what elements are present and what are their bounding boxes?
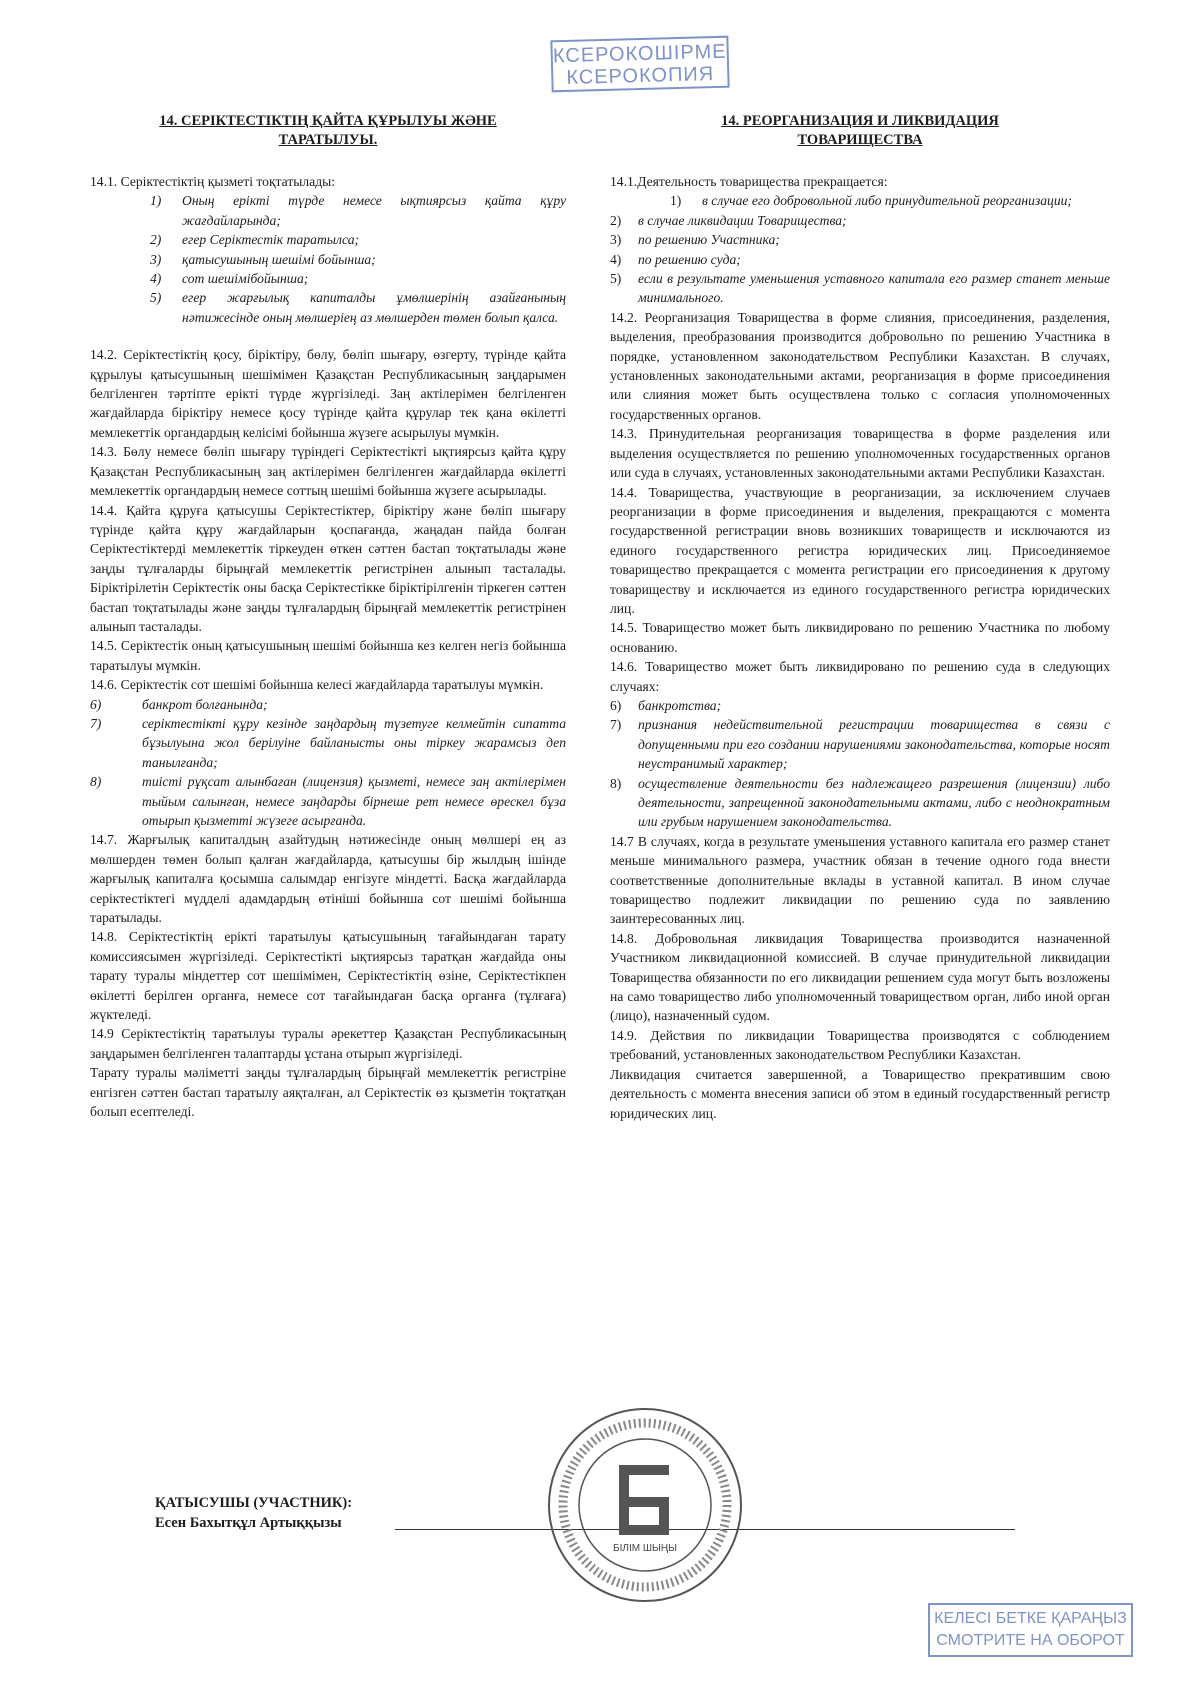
see-reverse-stamp-line1: КЕЛЕСІ БЕТКЕ ҚАРАҢЫЗ	[934, 1610, 1127, 1627]
list-number: 6)	[610, 697, 622, 713]
ru-clause-14-9-continued: Ликвидация считается завершенной, а Товарищество прекратившим свою деятельность с момента внесения записи об этом в единый государственный регистр юридических лиц.	[610, 1066, 1110, 1121]
list-text: осуществление деятельности без надлежащего разрешения (лицензии) либо деятельности, запрещенной законодательными актами, либо с неоднократным или грубым нарушением законодательства.	[638, 775, 1110, 830]
ru-clause-14-2: 14.2. Реорганизация Товарищества в форме слияния, присоединения, разделения, выделения, преобразования производится добровольно по решению Участника в порядке, установленном законодательством Республики Казахстан. В случаях, установленных законодательными актами, реорганизация в форме присоединения или слияния может быть осуществлена только с согласия уполномоченных государственных органов.	[610, 309, 1110, 422]
see-reverse-stamp-line2: СМОТРИТЕ НА ОБОРОТ	[936, 1632, 1125, 1649]
kz-list-court	[90, 695, 566, 831]
kz-clause-14-5: 14.5. Серіктестік оның қатысушының шешімі бойынша кез келген негіз бойынша таратылуы мүмкін.	[90, 638, 566, 673]
copy-stamp	[550, 36, 729, 93]
ru-list-court	[610, 696, 1110, 832]
ru-clause-14-5: 14.5. Товарищество может быть ликвидировано по решению Участника по любому основанию.	[610, 620, 1110, 655]
list-text: по решению суда;	[638, 251, 741, 267]
list-text: сот шешімібойынша;	[182, 271, 309, 287]
list-number: 7)	[610, 717, 622, 733]
list-text: признания недействительной регистрации товарищества в связи с допущенными при его создании нарушениями законодательства, которые носят неустранимый характер;	[638, 717, 1110, 772]
list-item	[90, 772, 566, 830]
kz-clause-14-1: 14.1. Серіктестіктің қызметі тоқтатылады:	[90, 174, 336, 189]
ru-list-first-item	[610, 191, 1110, 210]
list-number: 8)	[90, 774, 102, 790]
list-number: 5)	[150, 290, 162, 306]
kz-clause-14-9-continued: Тарату туралы мәліметті заңды тұлғалардың бірыңғай мемлекеттік регистріне енгізген сәттен бастап таратылу аяқталған, ал Серіктестік өз қызметін тоқтатқан болып есептеледі.	[90, 1065, 566, 1120]
ru-clause-14-1: 14.1.Деятельность товарищества прекращается:	[610, 174, 888, 189]
ru-clause-14-6: 14.6. Товарищество может быть ликвидировано по решению суда в следующих случаях:	[610, 659, 1110, 694]
list-number: 7)	[90, 715, 102, 731]
list-number: 8)	[610, 775, 622, 791]
kz-clause-14-9: 14.9 Серіктестіктің таратылуы туралы әрекеттер Қазақстан Республикасының заңдарымен белгіленген талаптарды ұстана отырып жүргізіледі.	[90, 1026, 566, 1061]
company-seal	[545, 1405, 745, 1605]
signature-title: ҚАТЫСУШЫ (УЧАСТНИК):	[155, 1495, 353, 1511]
list-item	[90, 695, 566, 714]
list-text: егер Серіктестік таратылса;	[182, 232, 360, 248]
list-number: 1)	[670, 193, 682, 209]
list-number: 4)	[150, 271, 162, 287]
list-text: в случае ликвидации Товарищества;	[638, 212, 847, 228]
kz-clause-14-3: 14.3. Бөлу немесе бөліп шығару түріндегі Серіктестікті ықтиярсыз қайта құру Қазақстан Республикасының заң актілерімен белгіленген жағдайларда өкілетті мемлекеттік органдардың немесе соттың шешімі бойынша жүзеге асырылады.	[90, 444, 566, 499]
russian-heading-line2: ТОВАРИЩЕСТВА	[797, 132, 923, 148]
list-text: тиісті рұқсат алынбаған (лицензия) қызметі, немесе заң актілерімен тыйым салынған, немесе заңдарды бірнеше рет немесе өрескел бұза отырып қызметті жүзеге асырғанда.	[142, 774, 566, 828]
list-item	[610, 774, 1110, 832]
list-item	[610, 211, 1110, 230]
list-item	[670, 191, 1110, 210]
list-number: 3)	[150, 251, 162, 267]
kz-list-termination	[90, 191, 566, 327]
kz-clause-14-2: 14.2. Серіктестіктің қосу, біріктіру, бөлу, бөліп шығару, өзгерту, түрінде қайта құрылуы қатысушының шешімімен Қазақстан Республикасының заңдарымен белгіленген тәртіпте ерікті түрде жүргізіледі. Заң актілерімен белгіленген жағдайларда біріктіру немесе қосу түрінде қайта құрулар тек қана өкілетті мемлекеттік органдардың келісімі бойынша жүзеге асырылуы мүмкін.	[90, 347, 566, 440]
ru-clause-14-8: 14.8. Добровольная ликвидация Товарищества производится назначенной Участником ликвидационной комиссией. В случае принудительной ликвидации Товарищества обязанности по его ликвидации решением суда могут быть возложены на само товарищество либо уполномоченный товариществом орган, либо иной орган (лицо), назначенный судом.	[610, 930, 1110, 1024]
list-item	[150, 230, 566, 249]
copy-stamp-line1: КСЕРОКОШІРМЕ	[552, 40, 727, 68]
list-text: по решению Участника;	[638, 232, 780, 248]
see-reverse-stamp	[928, 1603, 1133, 1657]
ru-clause-14-4: 14.4. Товарищества, участвующие в реорганизации, за исключением случаев реорганизации в форме присоединения и выделения, прекращаются с момента государственной регистрации вновь возникших товариществ и исключаются из единого государственного регистра юридических лиц. Присоединяемое товарищество прекращается с момента регистрации его присоединения к другому товариществу и исключается из единого государственного регистра юридических лиц.	[610, 484, 1110, 616]
kz-clause-14-6: 14.6. Серіктестік сот шешімі бойынша келесі жағдайларда таратылуы мүмкін.	[90, 677, 544, 693]
list-item	[150, 191, 566, 230]
list-text: егер жарғылық капиталды ұмөлшерінің азайғанының нәтижесінде оның мөлшеріең аз мөлшерден төмен болып қалса.	[182, 290, 566, 325]
russian-heading	[610, 112, 1110, 150]
ru-clause-14-3: 14.3. Принудительная реорганизация товарищества в форме разделения или выделения осуществляется по решению уполномоченных государственных органов или суда в случаях, установленных законодательными актами Республики Казахстан.	[610, 426, 1110, 481]
list-item	[150, 250, 566, 269]
list-number: 3)	[610, 232, 622, 248]
copy-stamp-line2: КСЕРОКОПИЯ	[566, 63, 715, 89]
list-item	[150, 269, 566, 288]
list-number: 4)	[610, 251, 622, 267]
ru-clause-14-9: 14.9. Действия по ликвидации Товарищества производятся с соблюдением требований, установленных законодательством Республики Казахстан.	[610, 1027, 1110, 1063]
list-item	[610, 230, 1110, 249]
russian-heading-line1: 14. РЕОРГАНИЗАЦИЯ И ЛИКВИДАЦИЯ	[721, 113, 999, 129]
signature-name: Есен Бахытқұл Артыққызы	[155, 1515, 342, 1531]
ru-clause-14-7: 14.7 В случаях, когда в результате уменьшения уставного капитала его размер станет меньше минимального размера, участник обязан в течение одного года внести соответственные дополнительные вклады в уставной капитал. В ином случае товарищество подлежит ликвидации по решению суда по заявлению заинтересованных лиц.	[610, 833, 1110, 927]
list-item	[610, 696, 1110, 715]
russian-column	[610, 112, 1110, 1123]
kz-clause-14-8: 14.8. Серіктестіктің ерікті таратылуы қатысушының тағайындаған тарату комиссиясымен жүргізіледі. Серіктестікті ықтиярсыз таратқан жағдайда оны тарату туралы міндеттер сот шешімімен, Серіктестіктің өзіне, Серіктестікпен өкілетті берілген органға, немесе сот тағайындаған басқа органға (тұлғаға) жүктеледі.	[90, 929, 566, 1023]
list-item	[610, 715, 1110, 773]
seal-logo	[619, 1465, 669, 1535]
list-text: банкрот болғанында;	[142, 696, 268, 712]
list-item	[610, 250, 1110, 269]
kazakh-heading-line1: 14. СЕРІКТЕСТІКТІҢ ҚАЙТА ҚҰРЫЛУЫ ЖӘНЕ	[159, 113, 497, 129]
kazakh-heading-line2: ТАРАТЫЛУЫ.	[278, 132, 378, 148]
signature-block	[155, 1493, 352, 1533]
seal-center-text: БІЛІМ ШЫҢЫ	[613, 1543, 677, 1554]
kazakh-column	[90, 112, 566, 1122]
list-number: 6)	[90, 696, 102, 712]
list-text: банкротства;	[638, 697, 722, 713]
list-text: серіктестікті құру кезінде заңдардың түзетуге келмейтін сипатта бұзылуына жол берілуіне байланысты оны тіркеу жарамсыз деп танылғанда;	[142, 715, 566, 770]
list-text: если в результате уменьшения уставного капитала его размер станет меньше минимального.	[638, 271, 1110, 306]
list-item	[610, 269, 1110, 308]
list-number: 2)	[610, 212, 622, 228]
list-text: в случае его добровольной либо принудительной реорганизации;	[702, 193, 1072, 209]
kz-clause-14-7: 14.7. Жарғылық капиталдың азайтудың нәтижесінде оның мөлшері ең аз мөлшерден төмен болып қалған жағдайларда, қатысушы бір жылдың ішінде жарғылық капиталға қосымша салымдар енгізуге міндетті. Басқа жағдайларда серіктестіктегі мүдделі адамдардың өтініші бойынша сот шешімі бойынша таратылады.	[90, 832, 566, 926]
list-number: 1)	[150, 193, 162, 209]
list-number: 5)	[610, 271, 622, 287]
ru-list-termination	[610, 211, 1110, 308]
list-number: 2)	[150, 232, 162, 248]
list-item	[90, 714, 566, 772]
list-text: Оның ерікті түрде немесе ықтиярсыз қайта құру жағдайларында;	[182, 193, 566, 228]
list-item	[150, 288, 566, 327]
list-text: қатысушының шешімі бойынша;	[182, 251, 376, 267]
kazakh-heading	[90, 112, 566, 150]
kz-clause-14-4: 14.4. Қайта құруға қатысушы Серіктестіктер, біріктіру және бөліп шығару түрінде қайта құру жағдайларын қоспағанда, жаңадан пайда болған Серіктестіктерді мемлекеттік тіркеуден өткен сәттен бастап тоқтатылады және заңды тұлғаларды бірыңғай мемлекеттік регистрінен алынып тасталады. Біріктірілетін Серіктестік оны басқа Серіктестікке біріктірілгенін тіркеген сәттен бастап тоқтатылады және заңды тұлғалардың бірыңғай мемлекеттік регистрінен алынып тасталады.	[90, 502, 566, 634]
